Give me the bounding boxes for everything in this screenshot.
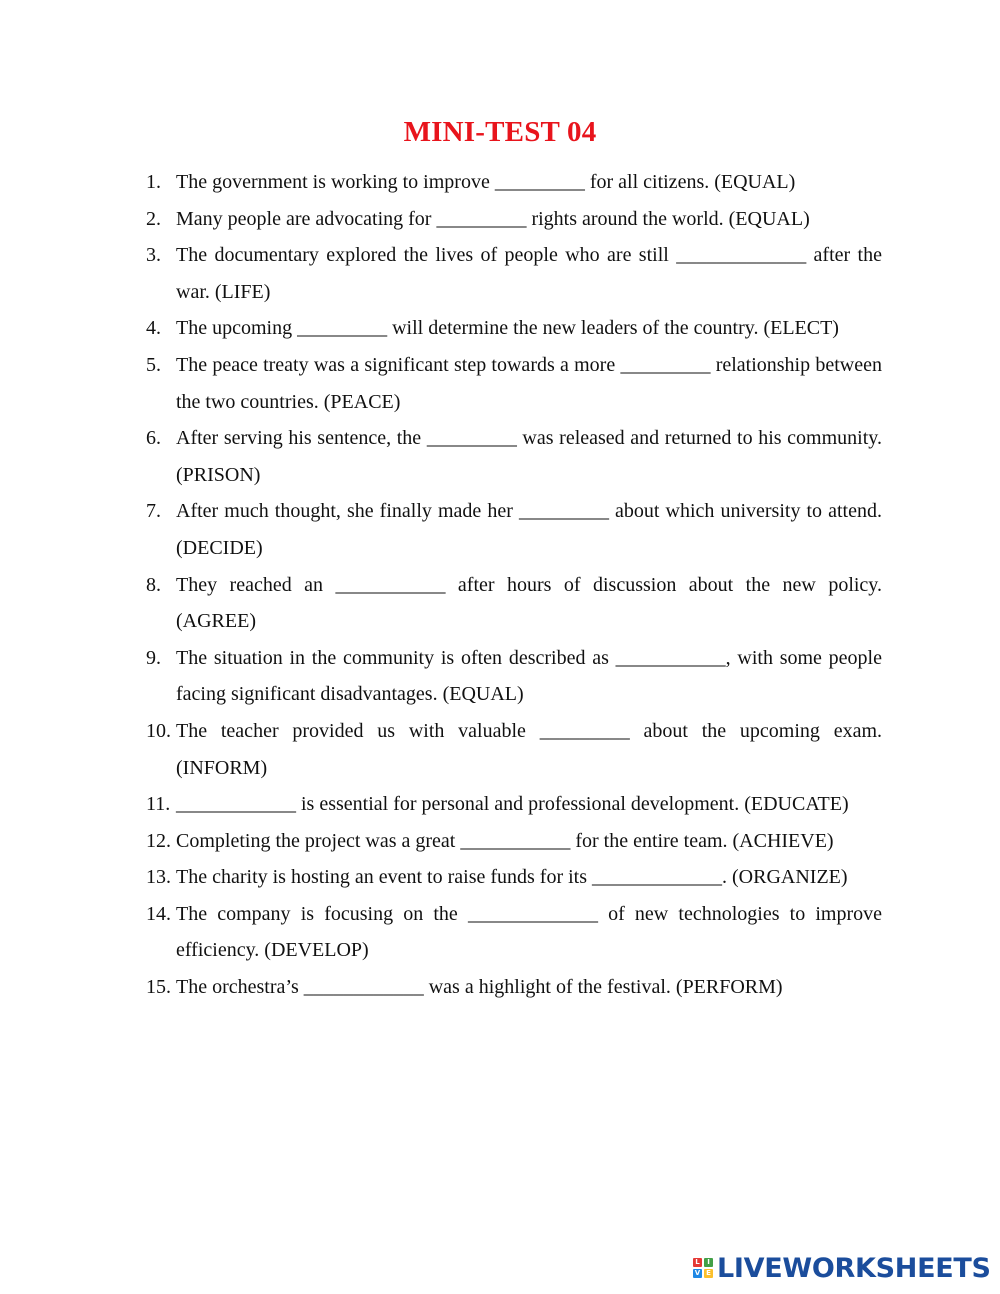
answer-blank[interactable]: ___________ [460, 829, 571, 852]
question-number: 13. [146, 866, 171, 889]
answer-blank[interactable]: _________ [539, 719, 630, 742]
question-text [176, 164, 882, 201]
question-item [146, 567, 882, 640]
question-text-after: is essential for personal and professional development. (EDUCATE) [296, 793, 849, 816]
question-number: 3. [146, 244, 161, 267]
question-text [176, 896, 882, 969]
answer-blank[interactable]: _________ [297, 317, 388, 340]
question-item [146, 347, 882, 420]
question-number: 11. [146, 793, 171, 816]
question-text-before: The orchestra’s [176, 976, 304, 999]
question-text [176, 969, 882, 1006]
answer-blank[interactable]: ___________ [335, 573, 446, 596]
question-text-after: after the war. (LIFE) [176, 244, 882, 303]
question-text [176, 567, 882, 640]
question-number: 12. [146, 829, 171, 852]
logo-tile: L [693, 1258, 702, 1267]
question-text-after: will determine the new leaders of the country. (ELECT) [387, 317, 839, 340]
question-text-after: . (ORGANIZE) [722, 866, 848, 889]
answer-blank[interactable]: _________ [620, 353, 711, 376]
question-text-before: Many people are advocating for [176, 207, 437, 230]
question-item [146, 164, 882, 201]
question-text-after: was a highlight of the festival. (PERFORM) [423, 976, 783, 999]
question-item [146, 823, 882, 860]
question-text [176, 347, 882, 420]
question-text-after: about the upcoming exam. (INFORM) [176, 719, 883, 779]
question-item [146, 786, 882, 823]
question-number: 5. [146, 353, 161, 376]
answer-blank[interactable]: _____________ [467, 902, 598, 925]
answer-blank[interactable]: _____________ [676, 244, 807, 267]
question-text-after: after hours of discussion about the new policy. (AGREE) [176, 573, 883, 633]
answer-blank[interactable]: ___________ [615, 646, 726, 669]
question-text-before: The situation in the community is often described as [176, 646, 616, 669]
question-text-before: After much thought, she finally made her [176, 500, 519, 523]
question-number: 7. [146, 500, 161, 523]
question-number: 2. [146, 207, 161, 230]
brand-name: LIVEWORKSHEETS [717, 1252, 991, 1284]
question-number: 14. [146, 902, 171, 925]
question-text-before: The charity is hosting an event to raise funds for its [176, 866, 593, 889]
question-text [176, 201, 882, 238]
question-item [146, 237, 882, 310]
question-text [176, 420, 882, 493]
question-item [146, 713, 882, 786]
answer-blank[interactable]: _________ [436, 207, 527, 230]
question-list [146, 164, 882, 1006]
question-text-after: about which university to attend. (DECIDE) [176, 500, 882, 559]
question-text [176, 859, 882, 896]
liveworksheets-logo-icon [693, 1258, 713, 1278]
page-title: MINI-TEST 04 [403, 116, 597, 148]
question-text [176, 237, 882, 310]
answer-blank[interactable]: ____________ [303, 976, 424, 999]
question-item [146, 310, 882, 347]
liveworksheets-brand [693, 1252, 991, 1284]
question-text [176, 310, 882, 347]
question-number: 8. [146, 573, 161, 596]
question-number: 1. [146, 171, 161, 193]
question-text-before: The peace treaty was a significant step towards a more [176, 353, 621, 376]
question-text-after: of new technologies to improve efficiency. (DEVELOP) [176, 902, 882, 962]
question-item [146, 969, 882, 1006]
question-text [176, 640, 882, 713]
question-text-after: rights around the world. (EQUAL) [526, 207, 810, 230]
question-text [176, 786, 882, 823]
question-item [146, 420, 882, 493]
question-item [146, 896, 882, 969]
question-number: 9. [146, 646, 161, 669]
question-text-after: was released and returned to his community. (PRISON) [176, 427, 882, 486]
question-item [146, 493, 882, 566]
question-item [146, 201, 882, 238]
answer-blank[interactable]: _________ [518, 500, 609, 523]
question-text-before: Completing the project was a great [176, 829, 461, 852]
question-text-before: They reached an [176, 573, 336, 596]
question-item [146, 859, 882, 896]
answer-blank[interactable]: _____________ [592, 866, 723, 889]
logo-tile: I [704, 1258, 713, 1267]
question-number: 4. [146, 317, 161, 340]
answer-blank[interactable]: ____________ [176, 793, 296, 816]
question-number: 15. [146, 976, 171, 999]
question-text-before: The upcoming [176, 317, 298, 340]
question-text-after: for the entire team. (ACHIEVE) [570, 829, 834, 852]
logo-tile: V [694, 1269, 701, 1277]
question-number: 6. [146, 427, 161, 450]
answer-blank[interactable]: _________ [494, 171, 585, 193]
question-item [146, 640, 882, 713]
question-text-after: for all citizens. (EQUAL) [584, 171, 796, 193]
logo-tile: E [704, 1269, 713, 1278]
question-text-after: relationship between the two countries. (PEACE) [176, 353, 882, 413]
question-text-before: The government is working to improve [176, 171, 495, 193]
question-text-before: The teacher provided us with valuable [176, 719, 540, 742]
question-text [176, 713, 882, 786]
question-text [176, 823, 882, 860]
question-text-after: , with some people facing significant disadvantages. (EQUAL) [176, 646, 882, 706]
question-text-before: After serving his sentence, the [176, 427, 427, 450]
question-text-before: The company is focusing on the [176, 902, 468, 925]
question-text [176, 493, 882, 566]
question-number: 10. [146, 719, 171, 742]
question-text-before: The documentary explored the lives of people who are still [176, 244, 677, 267]
answer-blank[interactable]: _________ [426, 427, 517, 450]
